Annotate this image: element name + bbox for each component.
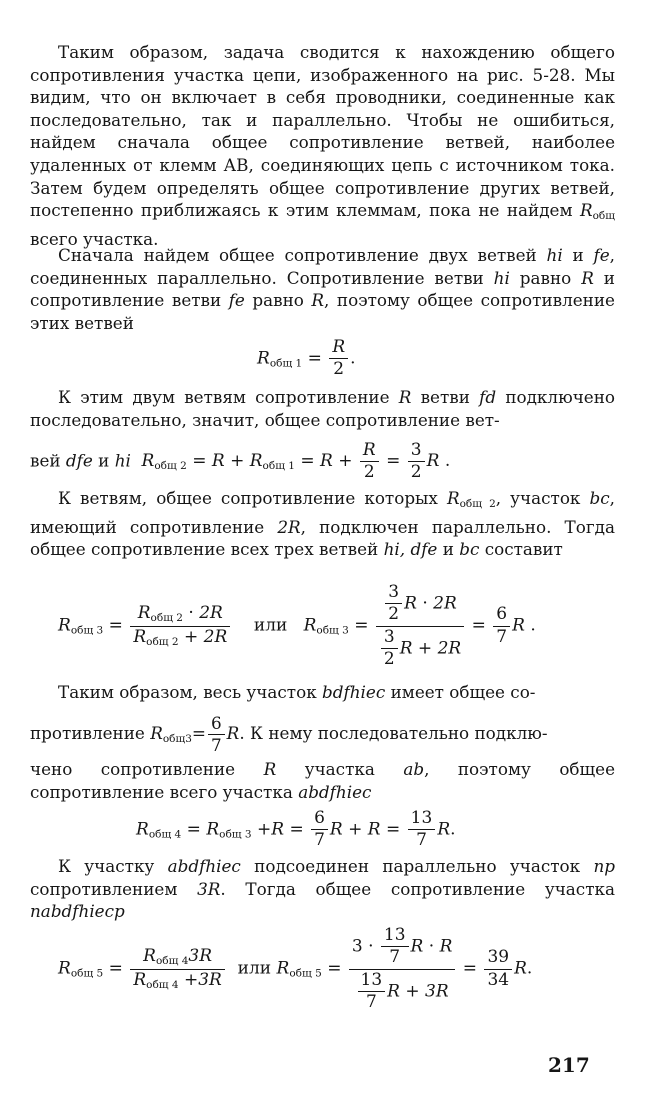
fraction xyxy=(385,582,402,626)
symbol-2R: 2R xyxy=(437,637,462,658)
equals: = xyxy=(386,819,401,840)
period: . xyxy=(530,615,536,636)
branch-hi: hi xyxy=(546,245,563,265)
symbol-3R: 3R xyxy=(198,969,222,990)
numerator: 13 xyxy=(358,970,386,992)
symbol-R: R xyxy=(311,290,325,311)
symbol-R: R xyxy=(410,936,424,957)
subscript: общ 3 xyxy=(219,828,252,841)
subscript: общ 2 xyxy=(146,635,179,648)
symbol-R: R xyxy=(399,637,413,658)
text: , имеющий сопротивление xyxy=(30,488,615,537)
symbol-R: R xyxy=(439,936,453,957)
subscript: общ 4 xyxy=(155,955,189,968)
symbol-3R: 3R xyxy=(188,946,213,967)
fraction xyxy=(130,603,230,648)
equals: = xyxy=(108,958,123,979)
equals: = xyxy=(327,958,342,979)
symbol-R: R xyxy=(579,200,593,221)
plus: + xyxy=(405,980,420,1001)
fraction xyxy=(311,808,328,852)
fraction xyxy=(484,947,512,991)
symbol-R: R xyxy=(581,267,594,288)
denominator: 7 xyxy=(210,734,222,755)
text: противление xyxy=(30,722,145,743)
plus: + xyxy=(256,819,272,840)
paragraph-7 xyxy=(30,758,615,803)
numerator: 6 xyxy=(493,604,510,626)
fraction-complex xyxy=(349,925,456,1013)
symbol-R: R xyxy=(58,958,71,979)
text: вей xyxy=(30,450,61,471)
symbol-R: R xyxy=(226,722,240,743)
numerator: 3 xyxy=(385,582,402,604)
subscript: общ3 xyxy=(162,732,192,745)
fraction xyxy=(408,440,425,484)
text: равно xyxy=(519,267,572,288)
denominator: 7 xyxy=(496,626,508,647)
symbol-R: R xyxy=(398,387,412,407)
symbol-R: R xyxy=(446,488,460,508)
fraction xyxy=(408,808,436,852)
period: . xyxy=(350,348,356,369)
symbol-R: R xyxy=(249,451,263,472)
denominator: 2 xyxy=(333,359,345,380)
branch-hi: hi xyxy=(493,267,510,288)
segment-abdfhiec: abdfhiec xyxy=(167,856,241,876)
fraction xyxy=(493,604,510,648)
symbol-R: R xyxy=(276,958,290,979)
fraction xyxy=(208,713,225,756)
text: и xyxy=(98,450,110,471)
symbol-R: R xyxy=(263,759,277,779)
symbol-R: R xyxy=(150,722,163,743)
symbol-3R: 3R xyxy=(425,980,449,1001)
equals: = xyxy=(386,451,401,472)
equals: = xyxy=(300,451,315,472)
symbol-2R: 2R xyxy=(203,626,228,647)
segment-np: np xyxy=(593,856,616,876)
subscript: общ 5 xyxy=(289,967,322,980)
formula-r-obsh-2 xyxy=(30,440,450,484)
numerator: 13 xyxy=(381,925,409,947)
symbol-R: R xyxy=(136,819,149,840)
period: . xyxy=(450,819,456,840)
text: и сопротивление ветви xyxy=(30,267,615,311)
fraction xyxy=(381,627,398,671)
subscript: общ 2 xyxy=(154,460,187,473)
symbol-R: R xyxy=(512,615,525,636)
subscript: общ 4 xyxy=(148,828,182,841)
dot: · xyxy=(188,603,194,624)
denominator: 2 xyxy=(383,648,395,669)
plus: + xyxy=(417,637,433,658)
denominator: 7 xyxy=(365,991,377,1012)
dot: · xyxy=(422,593,428,614)
text: подсоединен параллельно участок xyxy=(254,856,581,876)
denominator: 2 xyxy=(363,462,375,483)
symbol-2R: 2R xyxy=(199,603,223,624)
paragraph-6 xyxy=(30,713,548,756)
plus: + xyxy=(183,626,199,647)
symbol-2R: 2R xyxy=(277,516,301,537)
plus: + xyxy=(348,819,363,840)
symbol-3R: 3R xyxy=(197,878,221,899)
symbol-R: R xyxy=(437,819,451,840)
fraction xyxy=(329,337,348,381)
plus: + xyxy=(230,451,245,472)
segment-bdfhiec: bdfhiec xyxy=(322,682,386,702)
fraction xyxy=(130,946,225,991)
period: . xyxy=(239,722,245,743)
text: чено сопротивление xyxy=(30,759,236,779)
denominator: 2 xyxy=(388,604,400,625)
text: подключено последовательно, значит, общее сопротивление вет- xyxy=(30,387,616,430)
paragraph-5 xyxy=(58,681,535,703)
text: К нему последовательно подклю- xyxy=(250,722,548,743)
paragraph-1-text: Таким образом, задача сводится к нахождению общего сопротивления участка цепи, изображенного на рис. 5-28. Мы видим, что он включает в себя проводники, соединенные как последовательно, так и параллельно. Чтобы не ошибиться, найдем сначала общее сопротивление ветвей, наиболее удаленных от клемм АВ, соединяющих цепь с источником тока. Затем будем определять общее сопротивление других ветвей, постепенно приближаясь к этим клеммам, пока не найдем xyxy=(30,42,615,221)
symbol-2R: 2R xyxy=(433,593,457,614)
text: , поэтому общее сопротивление этих ветвей xyxy=(30,290,615,333)
subscript: общ xyxy=(592,210,616,223)
text: , поэтому общее сопротивление всего участка xyxy=(30,759,615,802)
text: сопротивлением xyxy=(30,878,178,899)
numerator: 39 xyxy=(484,947,512,969)
symbol-R: R xyxy=(426,451,440,472)
symbol-R: R xyxy=(137,603,151,624)
subscript: общ 4 xyxy=(146,978,179,991)
subscript: общ 3 xyxy=(316,624,349,637)
subscript: общ 5 xyxy=(70,967,104,980)
symbol-R: R xyxy=(143,946,156,967)
numerator: R xyxy=(362,440,376,460)
branch-bc: bc xyxy=(589,488,610,508)
equals: = xyxy=(191,722,206,743)
text: составит xyxy=(484,539,563,560)
formula-r-obsh-1 xyxy=(257,337,356,381)
branch-bc: bc xyxy=(459,539,480,560)
text: Сначала найдем общее сопротивление двух ветвей xyxy=(58,245,537,265)
period: . xyxy=(526,958,533,979)
branch-fe: fe xyxy=(593,245,610,265)
fraction-complex xyxy=(376,582,464,670)
fraction xyxy=(360,440,379,484)
symbol-R: R xyxy=(257,348,270,369)
segment-abdfhiec: abdfhiec xyxy=(298,781,372,802)
equals: = xyxy=(462,958,478,979)
paragraph-3 xyxy=(30,386,615,431)
equals: = xyxy=(289,819,304,840)
word-ili: или xyxy=(237,958,272,979)
formula-r-obsh-3 xyxy=(58,582,536,670)
numerator: 13 xyxy=(408,808,436,830)
text: К этим двум ветвям сопротивление xyxy=(58,387,390,407)
number: 3 xyxy=(351,936,363,957)
subscript: общ 3 xyxy=(70,624,104,637)
branch-hi: hi xyxy=(114,450,131,471)
subscript: общ 2 xyxy=(150,612,183,625)
symbol-R: R xyxy=(320,451,333,472)
text: , соединенных параллельно. Сопротивление ветви xyxy=(30,245,616,288)
denominator: 34 xyxy=(487,969,510,990)
paragraph-4 xyxy=(30,487,615,561)
text: имеет общее со- xyxy=(390,682,536,702)
formula-r-obsh-4 xyxy=(136,808,456,852)
numerator: 6 xyxy=(208,713,225,735)
paragraph-2 xyxy=(30,244,615,334)
denominator: 7 xyxy=(314,830,325,851)
numerator: 3 xyxy=(408,440,425,462)
text: участка xyxy=(304,759,375,779)
equals: = xyxy=(192,451,207,472)
page-number: 217 xyxy=(548,1053,590,1077)
numerator: R xyxy=(332,337,346,357)
fraction xyxy=(358,970,386,1014)
denominator: 7 xyxy=(389,947,401,968)
equals: = xyxy=(186,819,201,840)
text: Таким образом, весь участок xyxy=(58,682,317,702)
text: К ветвям, общее сопротивление которых xyxy=(58,488,438,508)
symbol-R: R xyxy=(303,615,317,636)
text: и xyxy=(572,245,584,265)
paragraph-1-end: всего участка. xyxy=(30,228,159,249)
segment-nabdfhiecp: nabdfhiecp xyxy=(30,901,125,922)
text: , участок xyxy=(495,488,581,508)
text: , подключен параллельно. Тогда общее сопротивление всех трех ветвей xyxy=(30,516,615,560)
subscript: общ 1 xyxy=(269,357,303,370)
plus: + xyxy=(338,451,353,472)
plus: + xyxy=(183,969,199,990)
equals: = xyxy=(354,615,369,636)
paragraph-1 xyxy=(30,41,615,250)
paragraph-8 xyxy=(30,855,615,923)
subscript: общ 2 xyxy=(459,498,496,510)
text: равно xyxy=(252,290,304,311)
symbol-R: R xyxy=(211,451,225,472)
symbol-R: R xyxy=(514,958,527,979)
subscript: общ 1 xyxy=(262,460,295,473)
text: . Тогда общее сопротивление участка xyxy=(220,878,615,899)
branch-fe: fe xyxy=(228,290,245,311)
equals: = xyxy=(108,615,123,636)
symbol-R: R xyxy=(387,980,400,1001)
text: и xyxy=(442,539,454,560)
equals: = xyxy=(307,348,322,369)
dot: · xyxy=(428,936,435,957)
symbol-R: R xyxy=(206,819,220,840)
symbol-R: R xyxy=(141,451,155,472)
denominator: 7 xyxy=(416,830,427,851)
branch-dfe: dfe xyxy=(65,450,93,471)
branch-hi: hi, xyxy=(383,539,406,560)
segment-ab: ab xyxy=(403,759,425,779)
formula-r-obsh-5 xyxy=(58,925,532,1013)
word-ili: или xyxy=(253,615,288,636)
branch-dfe: dfe xyxy=(410,539,438,560)
symbol-R: R xyxy=(329,819,343,840)
numerator: 6 xyxy=(311,808,328,830)
text: К участку xyxy=(58,856,155,876)
symbol-R: R xyxy=(404,593,417,614)
denominator: 2 xyxy=(410,462,422,483)
dot: · xyxy=(368,936,374,957)
symbol-R: R xyxy=(133,969,147,990)
numerator: 3 xyxy=(381,627,398,649)
fraction xyxy=(381,925,409,969)
symbol-R: R xyxy=(133,626,147,647)
symbol-R: R xyxy=(271,819,285,840)
symbol-R: R xyxy=(58,615,71,636)
text: ветви xyxy=(420,387,470,407)
symbol-R: R xyxy=(367,819,381,840)
equals: = xyxy=(471,615,486,636)
branch-fd: fd xyxy=(479,387,497,407)
period: . xyxy=(444,451,451,472)
